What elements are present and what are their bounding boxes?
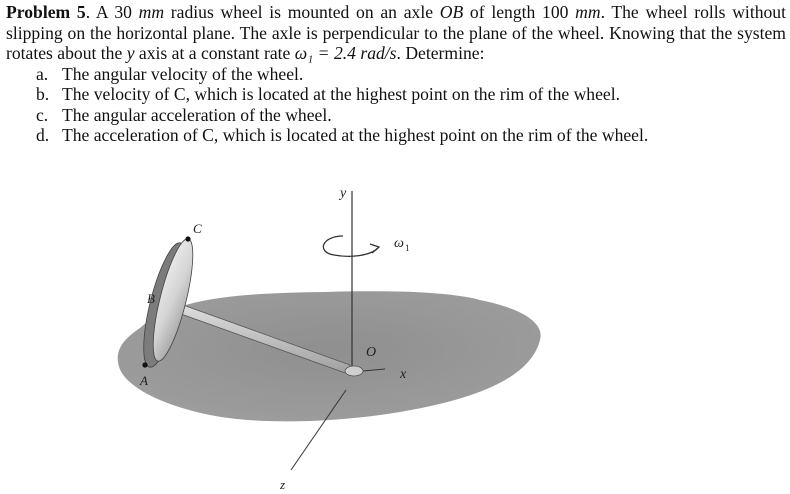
label-x: x xyxy=(400,367,407,382)
part-item xyxy=(6,84,786,105)
part-text: The angular acceleration of the wheel. xyxy=(62,104,332,125)
problem-paragraph xyxy=(6,2,786,64)
statement-part-1: . A 30 xyxy=(85,2,139,22)
part-item xyxy=(6,105,786,126)
part-label: b. xyxy=(36,84,50,104)
statement-part-2: radius wheel is mounted on an axle xyxy=(164,2,440,22)
axle-name: OB xyxy=(439,2,464,22)
part-label: d. xyxy=(36,125,50,145)
statement-part-5: axis at a constant rate xyxy=(134,43,295,63)
label-b: B xyxy=(147,291,155,306)
rate-unit: rad/s xyxy=(360,43,397,63)
problem-label: Problem 5 xyxy=(6,2,86,22)
label-omega-sub: 1 xyxy=(405,243,410,253)
unit-mm-2: mm xyxy=(575,2,601,22)
part-label: a. xyxy=(36,63,49,84)
part-item xyxy=(6,125,786,146)
omega-value: ω₁ = 2.4 xyxy=(294,43,361,63)
part-label: c. xyxy=(36,104,49,125)
statement-part-4: . The wheel rolls without slipping on the horizontal plane. The axle is perpendicular to the plane of the wheel. Knowing that the system rotates about the xyxy=(6,2,786,63)
statement-part-6: . Determine: xyxy=(396,43,485,63)
parts-list xyxy=(6,64,786,146)
axis-name: y xyxy=(126,43,135,63)
part-text: The acceleration of C, which is located at the highest point on the rim of the wheel. xyxy=(62,125,649,145)
part-text: The velocity of C, which is located at the highest point on the rim of the wheel. xyxy=(62,84,620,104)
wheel-axle-figure xyxy=(0,178,790,494)
rotation-arrow xyxy=(323,236,379,256)
statement-part-3: of length 100 xyxy=(463,2,576,22)
label-z: z xyxy=(280,477,286,492)
label-y: y xyxy=(340,186,347,201)
label-omega: ω xyxy=(394,236,404,251)
label-o: O xyxy=(366,345,377,360)
part-item xyxy=(6,64,786,85)
unit-mm-1: mm xyxy=(138,2,165,22)
label-a: A xyxy=(140,373,148,388)
part-text: The angular velocity of the wheel. xyxy=(62,63,304,84)
point-c-marker xyxy=(185,236,190,241)
problem-statement xyxy=(6,2,786,146)
label-c: C xyxy=(193,221,202,236)
point-a-marker xyxy=(142,362,147,367)
axle-end-o xyxy=(345,366,363,376)
